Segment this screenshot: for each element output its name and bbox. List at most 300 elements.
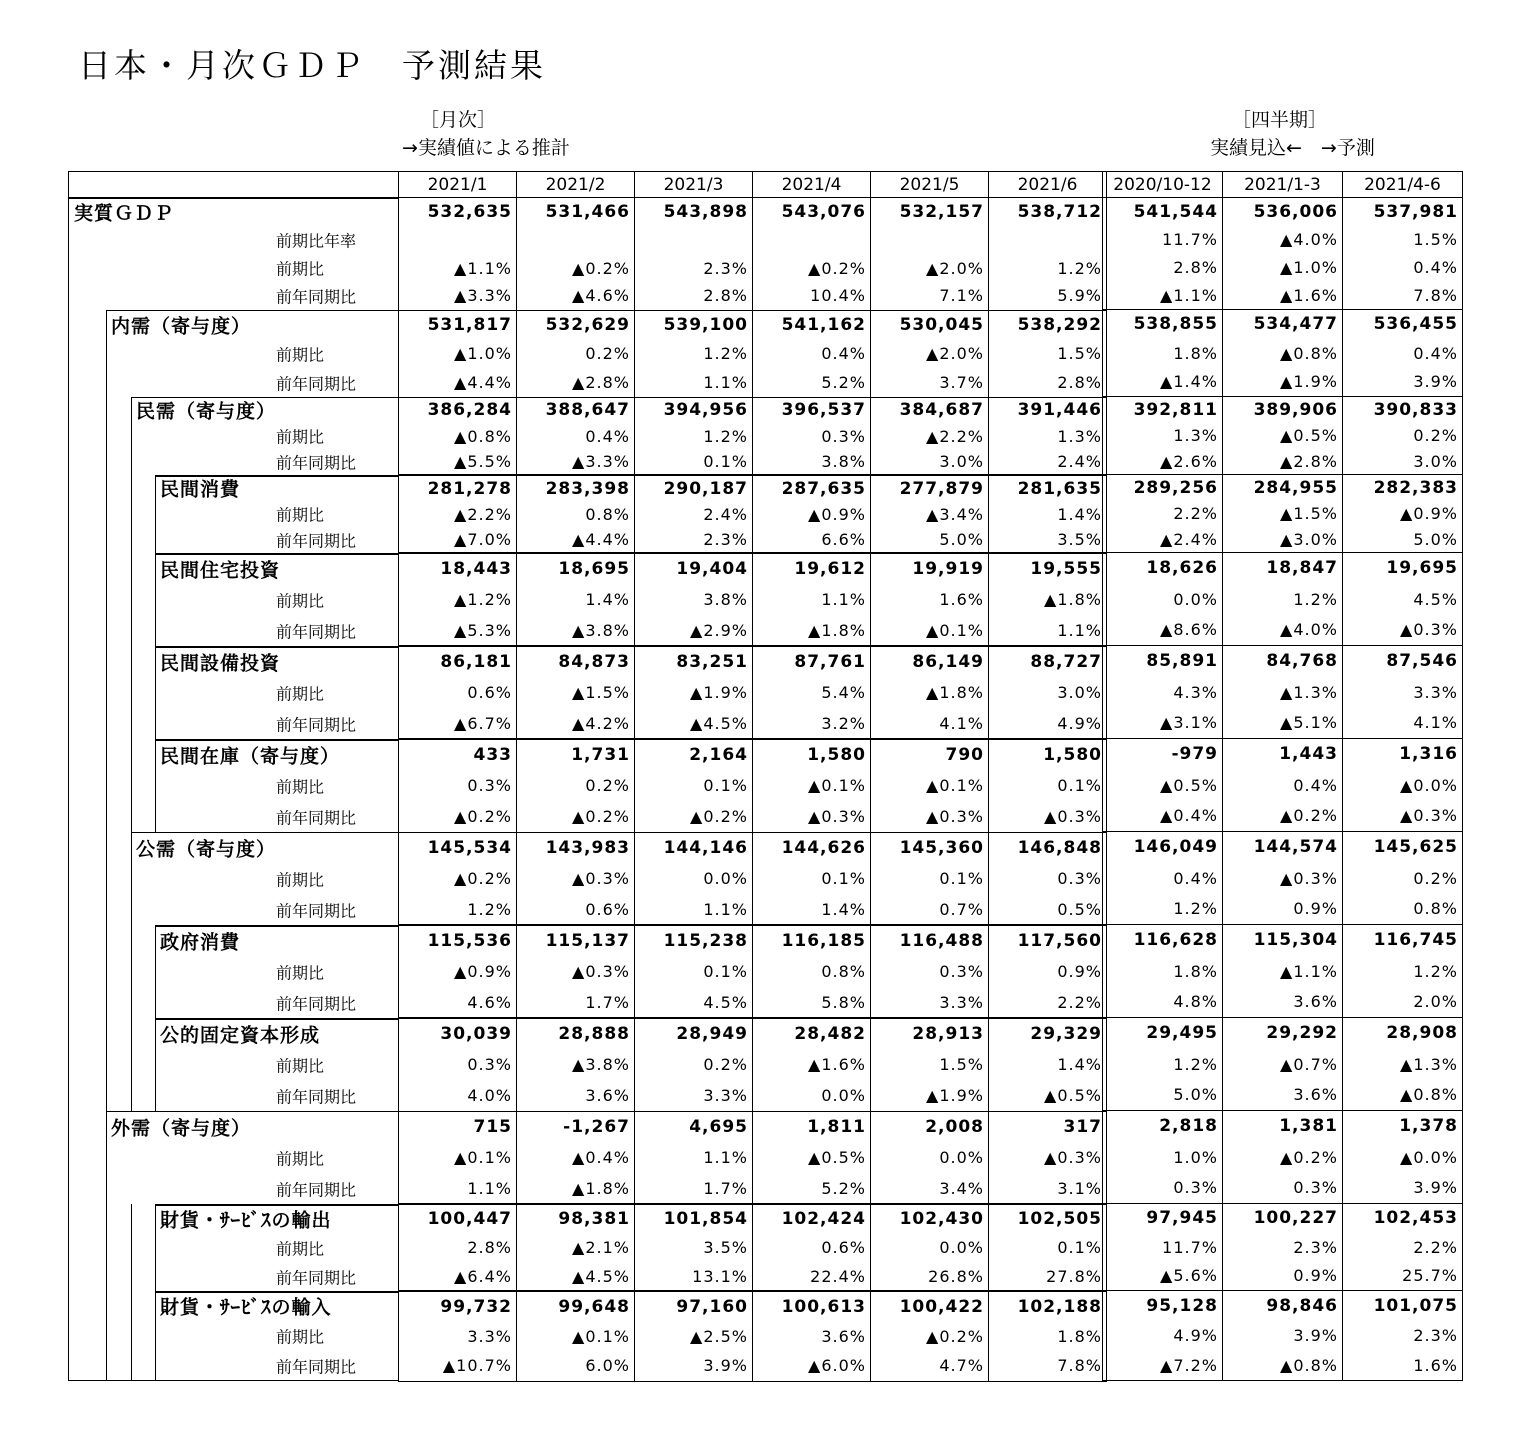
ratio-cell: 3.5% — [989, 527, 1107, 553]
ratio-cell: 5.4% — [753, 677, 871, 708]
value-cell: 531,817 — [399, 310, 517, 339]
ratio-cell: 3.6% — [753, 1321, 871, 1351]
indent-line — [131, 1233, 132, 1262]
value-cell: 392,811 — [1103, 397, 1223, 423]
sub-row — [69, 863, 1107, 894]
ratio-cell: 6.0% — [517, 1351, 635, 1381]
ratio-cell: 3.7% — [871, 368, 989, 397]
indent-line — [155, 801, 156, 832]
value-cell: 146,848 — [989, 832, 1107, 863]
value-cell: 100,227 — [1223, 1204, 1343, 1233]
indent-line — [155, 1351, 156, 1381]
sub-row — [1103, 708, 1463, 739]
indent-line — [106, 584, 107, 615]
ratio-cell: ▲0.2% — [399, 801, 517, 832]
indent-line — [131, 553, 132, 584]
section-divider — [106, 1111, 398, 1112]
ratio-cell: 1.6% — [871, 584, 989, 615]
indent-line — [106, 956, 107, 987]
ratio-cell: 1.2% — [1103, 1049, 1223, 1080]
indent-line — [131, 397, 132, 423]
ratio-cell: ▲0.2% — [517, 801, 635, 832]
sub-row — [1103, 615, 1463, 646]
sub-label — [69, 501, 399, 527]
label-wrap — [69, 739, 398, 770]
value-cell: 28,949 — [635, 1018, 753, 1049]
sub-label — [69, 368, 399, 397]
value-cell: -979 — [1103, 739, 1223, 770]
indent-line — [155, 1291, 156, 1321]
section-label: 公需（寄与度） — [136, 838, 277, 860]
sub-row — [69, 584, 1107, 615]
ratio-cell: 3.5% — [635, 1233, 753, 1262]
ratio-cell: 0.0% — [753, 1080, 871, 1111]
indent-line — [106, 832, 107, 863]
ratio-cell: ▲2.8% — [517, 368, 635, 397]
section-row — [1103, 1111, 1463, 1142]
ratio-cell: ▲1.8% — [517, 1173, 635, 1204]
sub-label-text: 前年同期比 — [276, 1087, 357, 1106]
label-wrap — [69, 615, 398, 646]
value-cell: 84,768 — [1223, 646, 1343, 677]
value-cell: 29,329 — [989, 1018, 1107, 1049]
section-label: 民間設備投資 — [160, 652, 281, 674]
sub-row — [69, 1321, 1107, 1351]
value-cell: 87,546 — [1343, 646, 1463, 677]
sub-label-text: 前年同期比 — [276, 287, 357, 307]
value-cell: 19,919 — [871, 553, 989, 584]
ratio-cell: 3.8% — [635, 584, 753, 615]
ratio-cell: 3.3% — [399, 1321, 517, 1351]
ratio-cell: ▲2.0% — [871, 339, 989, 368]
column-header: 2021/3 — [635, 172, 753, 198]
ratio-cell: ▲0.5% — [753, 1142, 871, 1173]
ratio-cell: ▲0.1% — [871, 770, 989, 801]
value-cell: 1,443 — [1223, 739, 1343, 770]
value-cell: 532,157 — [871, 198, 989, 227]
indent-line — [106, 801, 107, 832]
value-cell: 531,466 — [517, 198, 635, 227]
ratio-cell: 1.3% — [1103, 423, 1223, 449]
ratio-cell — [753, 226, 871, 254]
ratio-cell: ▲4.6% — [517, 282, 635, 310]
ratio-cell: ▲1.8% — [989, 584, 1107, 615]
value-cell: 19,404 — [635, 553, 753, 584]
ratio-cell: 1.7% — [635, 1173, 753, 1204]
ratio-cell: 0.3% — [871, 956, 989, 987]
value-cell: 1,580 — [753, 739, 871, 770]
ratio-cell: ▲5.3% — [399, 615, 517, 646]
ratio-cell: ▲0.8% — [1223, 1351, 1343, 1381]
label-wrap — [69, 1262, 398, 1291]
ratio-cell: 3.0% — [871, 449, 989, 475]
ratio-cell: 0.4% — [1343, 254, 1463, 282]
ratio-cell: 3.3% — [1343, 677, 1463, 708]
ratio-cell: ▲0.1% — [753, 770, 871, 801]
ratio-cell: 3.3% — [635, 1080, 753, 1111]
ratio-cell: 0.3% — [399, 770, 517, 801]
indent-line — [131, 925, 132, 956]
ratio-cell: 2.3% — [1223, 1233, 1343, 1262]
ratio-cell: 3.6% — [1223, 987, 1343, 1018]
value-cell: 19,555 — [989, 553, 1107, 584]
indent-line — [155, 956, 156, 987]
label-wrap — [69, 368, 398, 397]
sub-label-text: 前期比 — [276, 505, 325, 525]
sub-row — [1103, 1080, 1463, 1111]
sub-row — [69, 1262, 1107, 1291]
ratio-cell: 3.2% — [753, 708, 871, 739]
ratio-cell: 1.5% — [871, 1049, 989, 1080]
indent-line — [155, 646, 156, 677]
value-cell: 389,906 — [1223, 397, 1343, 423]
ratio-cell: 0.4% — [517, 423, 635, 449]
label-wrap — [69, 501, 398, 527]
label-wrap — [69, 1321, 398, 1351]
ratio-cell: 1.1% — [399, 1173, 517, 1204]
sub-label-text: 前年同期比 — [276, 531, 357, 551]
indent-line — [131, 739, 132, 770]
ratio-cell: 1.1% — [635, 894, 753, 925]
ratio-cell: 0.1% — [871, 863, 989, 894]
value-cell: 541,162 — [753, 310, 871, 339]
section-row — [69, 832, 1107, 863]
section-row — [1103, 475, 1463, 501]
indent-line — [155, 770, 156, 801]
ratio-cell: 0.8% — [753, 956, 871, 987]
label-wrap — [69, 956, 398, 987]
value-cell: 29,495 — [1103, 1018, 1223, 1049]
indent-line — [155, 1204, 156, 1233]
sub-label-text: 前年同期比 — [276, 901, 357, 920]
indent-line — [131, 615, 132, 646]
section-row — [69, 925, 1107, 956]
ratio-cell: 0.4% — [1223, 770, 1343, 801]
row-label — [69, 739, 399, 770]
ratio-cell: ▲1.8% — [871, 677, 989, 708]
section-row — [1103, 832, 1463, 863]
value-cell: 100,613 — [753, 1291, 871, 1321]
section-row — [1103, 1204, 1463, 1233]
ratio-cell: 0.3% — [989, 863, 1107, 894]
label-wrap — [69, 677, 398, 708]
value-cell: 396,537 — [753, 397, 871, 423]
value-cell: 116,488 — [871, 925, 989, 956]
column-header: 2021/6 — [989, 172, 1107, 198]
sub-label — [69, 1233, 399, 1262]
value-cell: 390,833 — [1343, 397, 1463, 423]
indent-line — [106, 677, 107, 708]
ratio-cell: 2.2% — [1103, 501, 1223, 527]
ratio-cell: 1.6% — [1343, 1351, 1463, 1381]
section-row — [69, 1018, 1107, 1049]
ratio-cell: ▲1.6% — [753, 1049, 871, 1080]
sub-label-text: 前年同期比 — [276, 453, 357, 473]
indent-line — [155, 1049, 156, 1080]
label-wrap — [69, 1049, 398, 1080]
value-cell: 541,544 — [1103, 198, 1223, 226]
sub-label-text: 前年同期比 — [276, 994, 357, 1013]
table-bottom — [69, 1380, 398, 1381]
value-cell: 30,039 — [399, 1018, 517, 1049]
header-row — [69, 172, 1107, 198]
ratio-cell: 1.2% — [635, 339, 753, 368]
section-row — [1103, 553, 1463, 584]
sub-label — [69, 677, 399, 708]
ratio-cell: 4.8% — [1103, 987, 1223, 1018]
section-label: 民間在庫（寄与度） — [160, 745, 341, 767]
indent-line — [131, 475, 132, 501]
ratio-cell: 0.9% — [1223, 1262, 1343, 1291]
column-header: 2021/4 — [753, 172, 871, 198]
sub-label — [69, 449, 399, 475]
ratio-cell: ▲0.3% — [989, 801, 1107, 832]
indent-line — [106, 501, 107, 527]
ratio-cell: 3.8% — [753, 449, 871, 475]
sub-row — [69, 770, 1107, 801]
label-wrap — [69, 1351, 398, 1381]
column-header: 2021/4-6 — [1343, 172, 1463, 198]
ratio-cell: 1.8% — [1103, 956, 1223, 987]
label-wrap — [69, 527, 398, 553]
value-cell: 28,913 — [871, 1018, 989, 1049]
indent-line — [131, 501, 132, 527]
section-row — [1103, 1018, 1463, 1049]
sub-row — [69, 501, 1107, 527]
value-cell: 1,378 — [1343, 1111, 1463, 1142]
ratio-cell: ▲8.6% — [1103, 615, 1223, 646]
indent-line — [106, 1321, 107, 1351]
value-cell: 539,100 — [635, 310, 753, 339]
sub-row — [69, 677, 1107, 708]
ratio-cell: 4.1% — [1343, 708, 1463, 739]
sub-row — [1103, 423, 1463, 449]
ratio-cell: 11.7% — [1103, 1233, 1223, 1262]
ratio-cell: ▲0.9% — [399, 956, 517, 987]
label-wrap — [69, 925, 398, 956]
row-label — [69, 1291, 399, 1321]
sub-label — [69, 527, 399, 553]
sub-label-text: 前年同期比 — [276, 1268, 357, 1287]
indent-line — [155, 475, 156, 501]
ratio-cell: 0.2% — [1343, 423, 1463, 449]
value-cell: 115,137 — [517, 925, 635, 956]
sub-row — [69, 282, 1107, 310]
ratio-cell: 2.0% — [1343, 987, 1463, 1018]
indent-line — [131, 1049, 132, 1080]
sub-row — [1103, 501, 1463, 527]
ratio-cell: ▲0.8% — [1223, 339, 1343, 368]
ratio-cell: ▲2.2% — [399, 501, 517, 527]
indent-line — [131, 770, 132, 801]
ratio-cell: ▲3.3% — [517, 449, 635, 475]
section-row — [69, 1291, 1107, 1321]
indent-line — [106, 646, 107, 677]
ratio-cell: 1.2% — [635, 423, 753, 449]
indent-line — [155, 1080, 156, 1111]
section-row — [69, 397, 1107, 423]
ratio-cell: 1.5% — [1343, 226, 1463, 254]
value-cell: 289,256 — [1103, 475, 1223, 501]
ratio-cell: ▲1.9% — [1223, 368, 1343, 397]
sub-row — [69, 894, 1107, 925]
sub-row — [1103, 1233, 1463, 1262]
label-wrap — [69, 584, 398, 615]
sub-label-text: 前年同期比 — [276, 1357, 357, 1377]
ratio-cell: ▲1.9% — [871, 1080, 989, 1111]
ratio-cell: 0.1% — [635, 770, 753, 801]
indent-line — [106, 310, 107, 339]
ratio-cell: ▲1.0% — [1223, 254, 1343, 282]
ratio-cell: 2.3% — [635, 527, 753, 553]
label-wrap — [69, 397, 398, 423]
ratio-cell: ▲1.5% — [1223, 501, 1343, 527]
value-cell: 715 — [399, 1111, 517, 1142]
row-label — [69, 832, 399, 863]
header-row — [1103, 172, 1463, 198]
label-wrap — [69, 1111, 398, 1142]
value-cell: 2,818 — [1103, 1111, 1223, 1142]
column-header: 2021/5 — [871, 172, 989, 198]
indent-line — [131, 863, 132, 894]
ratio-cell: ▲1.3% — [1343, 1049, 1463, 1080]
sub-row — [1103, 956, 1463, 987]
ratio-cell: ▲1.5% — [517, 677, 635, 708]
ratio-cell: ▲0.8% — [399, 423, 517, 449]
ratio-cell: 1.3% — [989, 423, 1107, 449]
indent-line — [131, 801, 132, 832]
sub-label-text: 前期比 — [276, 684, 325, 703]
value-cell: 290,187 — [635, 475, 753, 501]
column-header: 2021/1 — [399, 172, 517, 198]
indent-line — [106, 423, 107, 449]
sub-row — [69, 449, 1107, 475]
value-cell: 85,891 — [1103, 646, 1223, 677]
sub-label — [69, 956, 399, 987]
value-cell: 102,188 — [989, 1291, 1107, 1321]
ratio-cell: 5.2% — [753, 368, 871, 397]
ratio-cell: 0.9% — [989, 956, 1107, 987]
indent-line — [131, 677, 132, 708]
ratio-cell: 3.0% — [1343, 449, 1463, 475]
ratio-cell: 0.2% — [1343, 863, 1463, 894]
value-cell: 317 — [989, 1111, 1107, 1142]
label-wrap — [69, 863, 398, 894]
indent-line — [131, 1351, 132, 1381]
value-cell: 532,635 — [399, 198, 517, 227]
ratio-cell: ▲0.3% — [989, 1142, 1107, 1173]
ratio-cell — [989, 226, 1107, 254]
ratio-cell: 2.4% — [989, 449, 1107, 475]
ratio-cell: 1.2% — [989, 254, 1107, 282]
sub-label-text: 前期比 — [276, 963, 325, 982]
sub-row — [69, 615, 1107, 646]
sub-row — [1103, 226, 1463, 254]
section-label: 財貨・ｻｰﾋﾞｽの輸出 — [160, 1209, 332, 1231]
value-cell: 283,398 — [517, 475, 635, 501]
ratio-cell: 5.9% — [989, 282, 1107, 310]
ratio-cell: ▲0.3% — [753, 801, 871, 832]
ratio-cell: 4.1% — [871, 708, 989, 739]
value-cell: 1,811 — [753, 1111, 871, 1142]
indent-line — [106, 1111, 107, 1142]
page-title: 日本・月次ＧＤＰ 予測結果 — [78, 46, 546, 85]
ratio-cell: 2.8% — [1103, 254, 1223, 282]
sub-label-text: 前年同期比 — [276, 374, 357, 393]
indent-line — [131, 1204, 132, 1233]
label-wrap — [69, 553, 398, 584]
indent-line — [155, 615, 156, 646]
section-row — [1103, 1291, 1463, 1321]
sub-row — [69, 801, 1107, 832]
ratio-cell: ▲6.0% — [753, 1351, 871, 1381]
ratio-cell: 0.3% — [1223, 1173, 1343, 1204]
indent-line — [155, 1262, 156, 1291]
ratio-cell: 0.7% — [871, 894, 989, 925]
sub-row — [69, 1173, 1107, 1204]
label-wrap — [69, 198, 398, 226]
ratio-cell: 4.5% — [635, 987, 753, 1018]
ratio-cell: ▲0.0% — [1343, 770, 1463, 801]
ratio-cell: 3.4% — [871, 1173, 989, 1204]
indent-line — [106, 449, 107, 475]
value-cell: 99,732 — [399, 1291, 517, 1321]
row-label — [69, 1204, 399, 1233]
sub-label — [69, 1262, 399, 1291]
ratio-cell: 4.3% — [1103, 677, 1223, 708]
sub-label — [69, 1142, 399, 1173]
value-cell: 536,455 — [1343, 310, 1463, 339]
indent-line — [155, 739, 156, 770]
sub-label-text: 前期比 — [276, 591, 325, 610]
section-row — [1103, 198, 1463, 226]
indent-line — [131, 832, 132, 863]
value-cell: 87,761 — [753, 646, 871, 677]
indent-line — [106, 1233, 107, 1262]
ratio-cell: 4.6% — [399, 987, 517, 1018]
value-cell: 97,160 — [635, 1291, 753, 1321]
sub-label-text: 前期比 — [276, 777, 325, 796]
label-wrap — [69, 708, 398, 739]
value-cell: 2,164 — [635, 739, 753, 770]
label-wrap — [69, 226, 398, 254]
ratio-cell: ▲1.4% — [1103, 368, 1223, 397]
value-cell: 1,316 — [1343, 739, 1463, 770]
sub-label — [69, 801, 399, 832]
value-cell: 28,482 — [753, 1018, 871, 1049]
value-cell: 145,534 — [399, 832, 517, 863]
sub-label — [69, 894, 399, 925]
sub-row — [1103, 1173, 1463, 1204]
ratio-cell: 0.3% — [753, 423, 871, 449]
value-cell: 543,898 — [635, 198, 753, 227]
ratio-cell: 3.9% — [1343, 1173, 1463, 1204]
sub-label-text: 前期比 — [276, 427, 325, 447]
sub-label — [69, 770, 399, 801]
ratio-cell: ▲0.8% — [1343, 1080, 1463, 1111]
indent-line — [131, 423, 132, 449]
sub-row — [1103, 368, 1463, 397]
value-cell: 115,304 — [1223, 925, 1343, 956]
ratio-cell: ▲2.6% — [1103, 449, 1223, 475]
sub-label — [69, 1351, 399, 1381]
ratio-cell: ▲1.3% — [1223, 677, 1343, 708]
ratio-cell: 1.4% — [753, 894, 871, 925]
sub-label-text: 前期比 — [276, 1239, 325, 1258]
value-cell: 98,381 — [517, 1204, 635, 1233]
value-cell: 538,855 — [1103, 310, 1223, 339]
sub-label-text: 前年同期比 — [276, 622, 357, 641]
